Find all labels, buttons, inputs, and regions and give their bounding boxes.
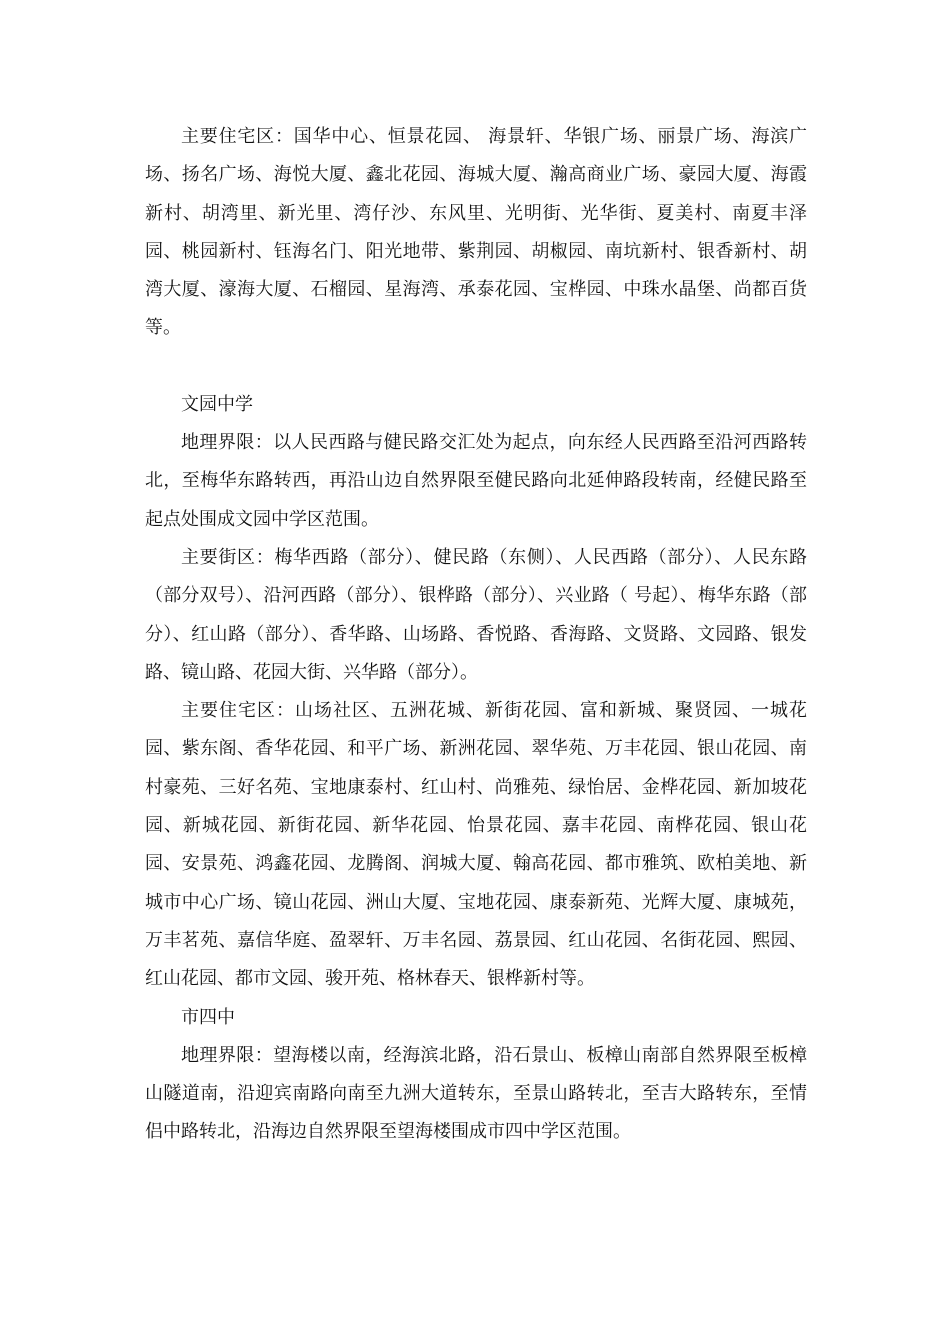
boundary-paragraph-sizhong: 地理界限：望海楼以南，经海滨北路，沿石景山、板樟山南部自然界限至板樟山隧道南，沿迎宾南路向南至九洲大道转东，至景山路转北，至吉大路转东，至情侣中路转北，沿海边自然界限至望海楼围成市四中学区范围。 xyxy=(145,1044,807,1143)
document-page xyxy=(145,118,807,1152)
residential-paragraph-wenyuan: 主要住宅区：山场社区、五洲花城、新街花园、富和新城、聚贤园、一城花园、紫东阁、香华花园、和平广场、新洲花园、翠华苑、万丰花园、银山花园、南村豪苑、三好名苑、宝地康泰村、红山村、尚雅苑、绿怡居、金桦花园、新加坡花园、新城花园、新街花园、新华花园、怡景花园、嘉丰花园、南桦花园、银山花园、安景苑、鸿鑫花园、龙腾阁、润城大厦、翰高花园、都市雅筑、欧柏美地、新城市中心广场、镜山花园、洲山大厦、宝地花园、康泰新苑、光辉大厦、康城苑，万丰茗苑、嘉信华庭、盈翠轩、万丰名园、荔景园、红山花园、名街花园、熙园、红山花园、都市文园、骏开苑、格林春天、银桦新村等。 xyxy=(145,700,807,990)
residential-paragraph: 主要住宅区：国华中心、恒景花园、 海景轩、华银广场、丽景广场、海滨广场、扬名广场、海悦大厦、鑫北花园、海城大厦、瀚高商业广场、豪园大厦、海霞新村、胡湾里、新光里、湾仔沙、东风里、光明街、光华街、夏美村、南夏丰泽园、桃园新村、钰海名门、阳光地带、紫荆园、胡椒园、南坑新村、银香新村、胡湾大厦、濠海大厦、石榴园、星海湾、承泰花园、宝桦园、中珠水晶堡、尚都百货等。 xyxy=(145,126,807,339)
section-gap xyxy=(145,348,807,386)
section-title-wenyuan: 文园中学 xyxy=(181,393,253,415)
section-title-sizhong: 市四中 xyxy=(181,1006,235,1028)
boundary-paragraph-wenyuan: 地理界限：以人民西路与健民路交汇处为起点，向东经人民西路至沿河西路转北，至梅华东路转西，再沿山边自然界限至健民路向北延伸路段转南，经健民路至起点处围成文园中学区范围。 xyxy=(145,432,807,530)
streets-paragraph-wenyuan: 主要街区：梅华西路（部分）、健民路（东侧）、人民西路（部分）、人民东路（部分双号）、沿河西路（部分）、银桦路（部分）、兴业路（ 号起）、梅华东路（部分）、红山路（部分）、香华路、山场路、香悦路、香海路、文贤路、文园路、银发路、镜山路、花园大街、兴华路（部分）。 xyxy=(145,546,807,683)
